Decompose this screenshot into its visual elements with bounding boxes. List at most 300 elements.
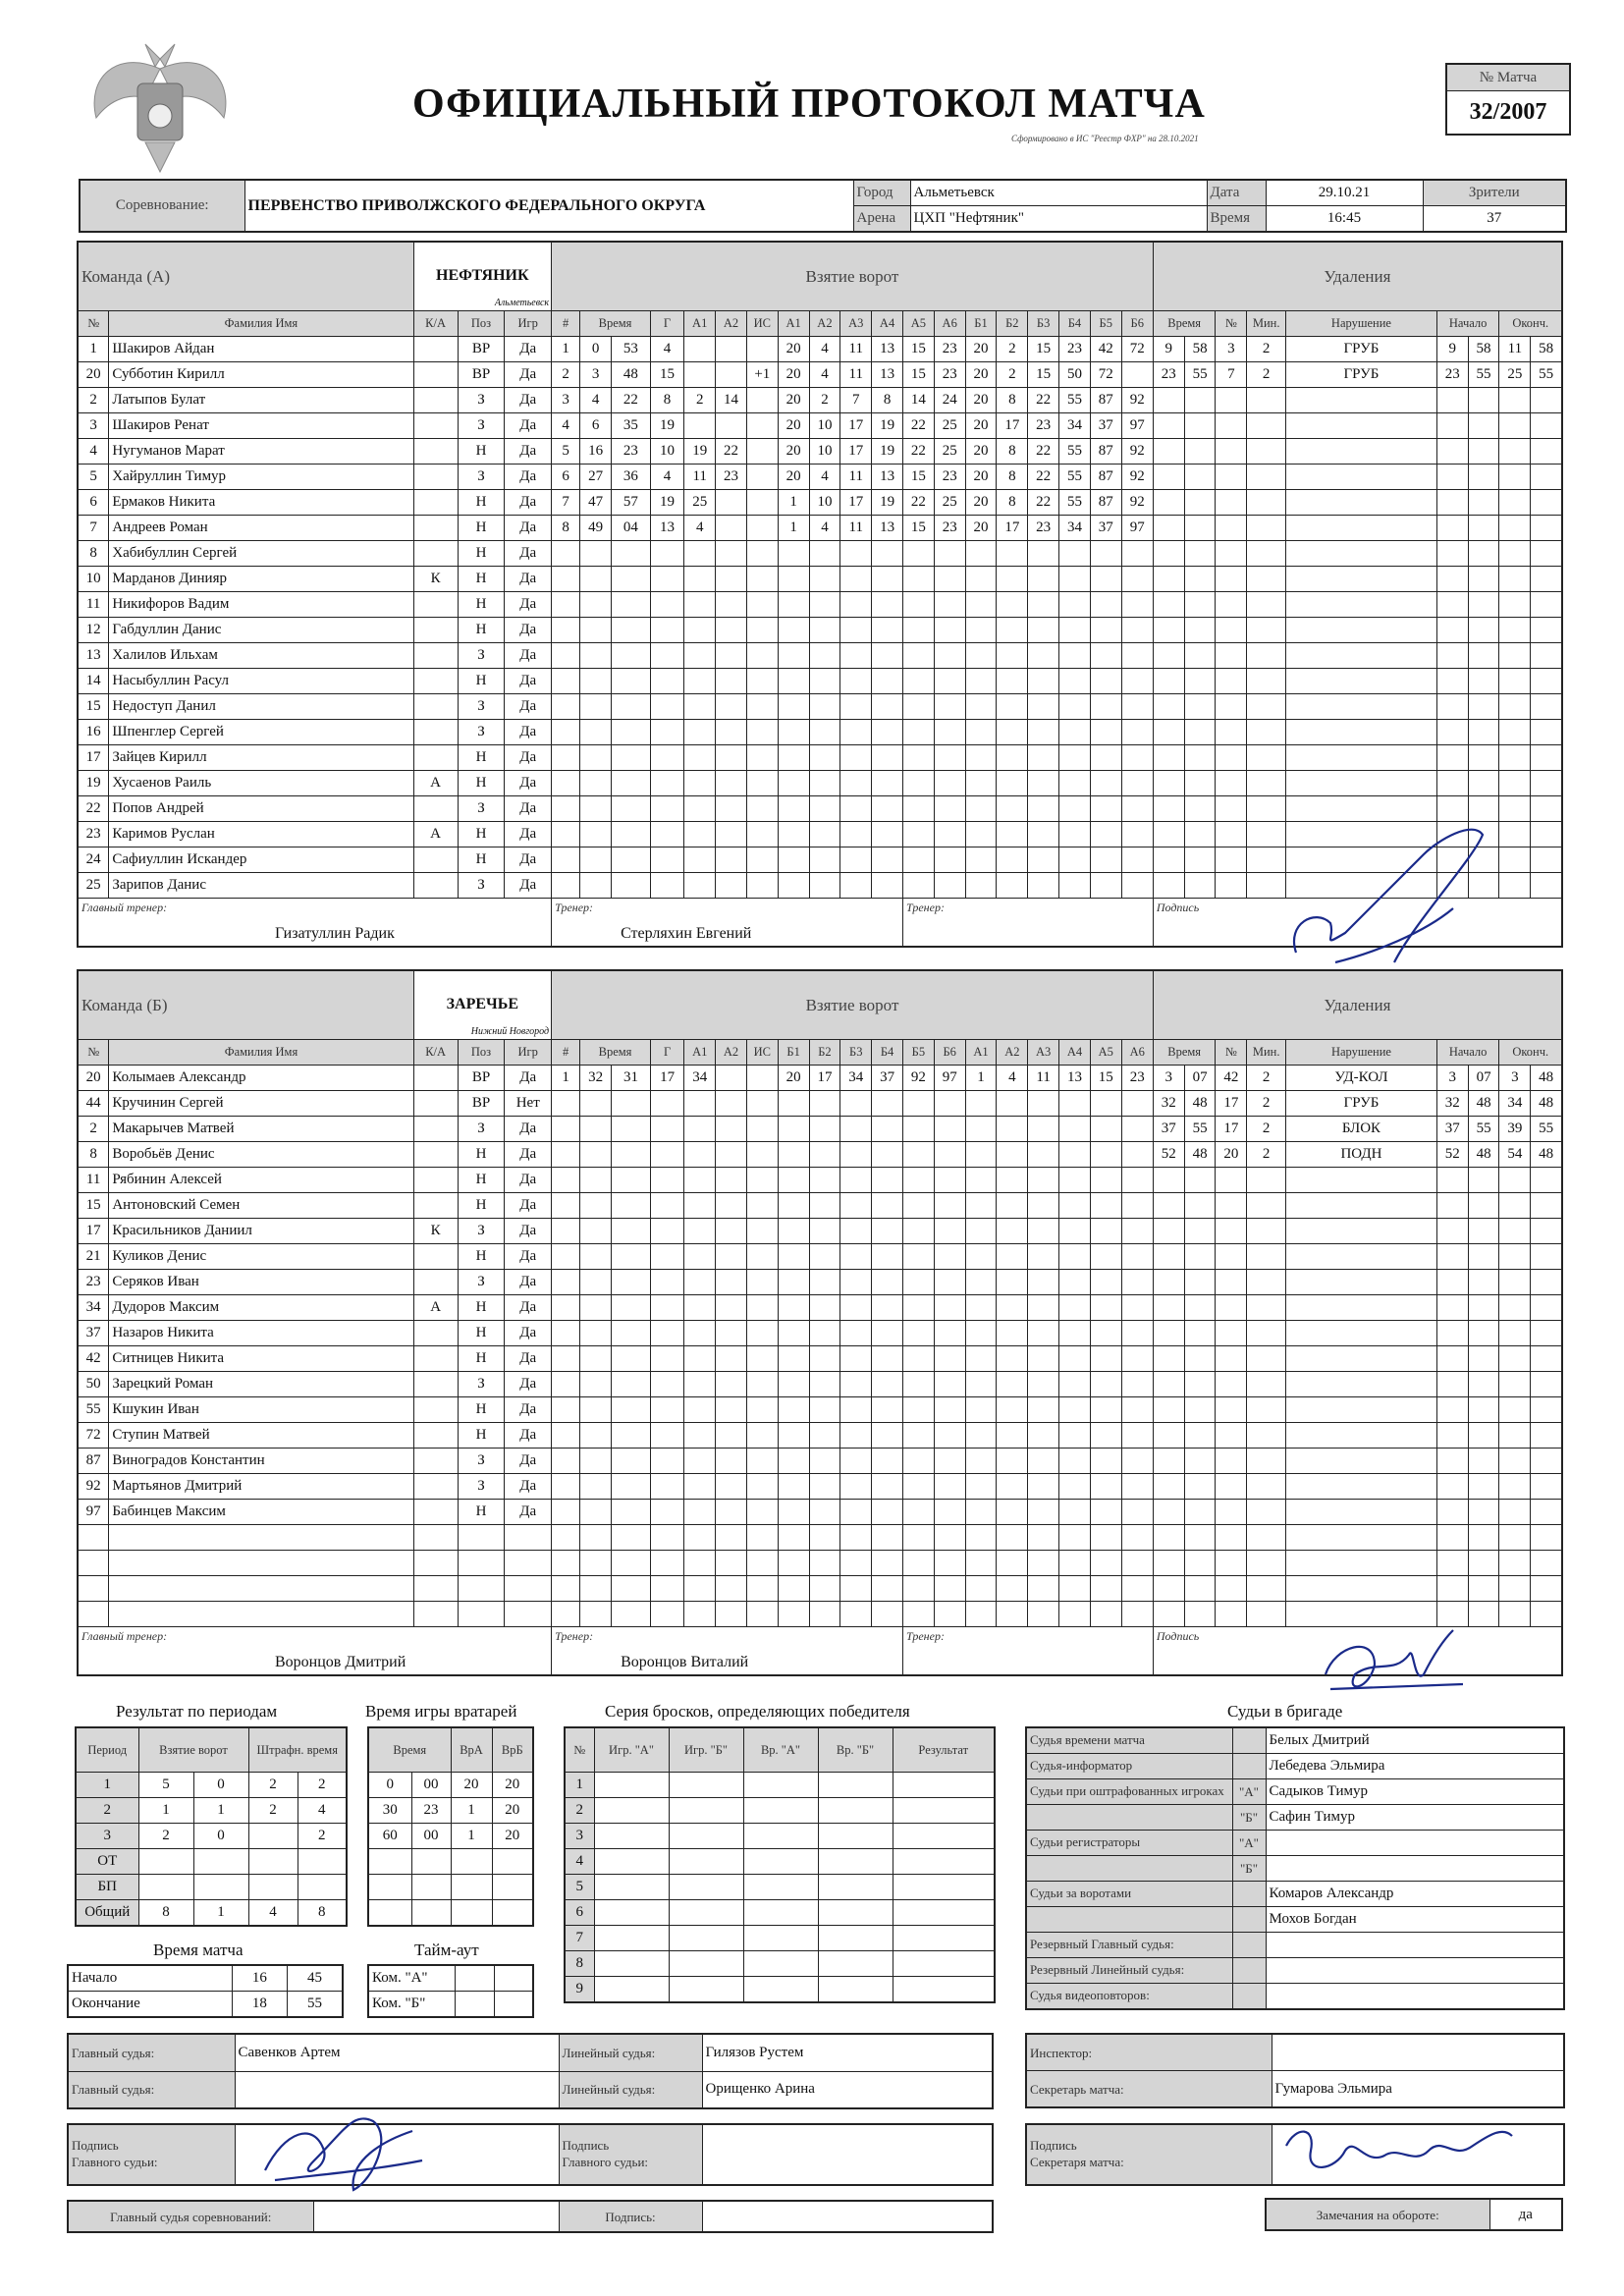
start-label: Начало xyxy=(68,1965,232,1992)
goal-cell: 23 xyxy=(1028,412,1059,438)
team-a-signature xyxy=(1276,815,1502,972)
official-side: "Б" xyxy=(1232,1805,1266,1831)
goal-cell: 20 xyxy=(778,412,809,438)
player-cell: Зарецкий Роман xyxy=(109,1371,413,1396)
goal-cell: 1 xyxy=(965,1065,997,1090)
goal-cell: 20 xyxy=(778,1065,809,1090)
official-side: "Б" xyxy=(1232,1856,1266,1882)
player-cell: З xyxy=(458,719,505,744)
goal-header: А2 xyxy=(997,1039,1028,1065)
period-cell: 8 xyxy=(298,1900,347,1927)
player-cell: Да xyxy=(505,515,552,540)
player-cell: Дудоров Максим xyxy=(109,1294,413,1320)
player-cell: З xyxy=(458,464,505,489)
pen-cell: 17 xyxy=(1216,1116,1247,1141)
shootout-num: 8 xyxy=(565,1951,594,1977)
goal-cell: 19 xyxy=(872,438,903,464)
team-b-signature xyxy=(1316,1615,1492,1704)
player-cell: Колымаев Александр xyxy=(109,1065,413,1090)
goalie-cell: 00 xyxy=(411,1824,451,1849)
player-cell xyxy=(413,591,458,617)
goal-cell: 27 xyxy=(580,464,612,489)
official-label: Судья видеоповторов: xyxy=(1026,1984,1232,2010)
pen-cell: 55 xyxy=(1184,1116,1216,1141)
goal-cell: 53 xyxy=(612,336,651,361)
secretary-label: Секретарь матча: xyxy=(1026,2071,1272,2108)
goal-cell: 37 xyxy=(1090,515,1121,540)
player-cell xyxy=(413,719,458,744)
goal-cell: 24 xyxy=(934,387,965,412)
goal-header: Б1 xyxy=(965,310,997,336)
player-cell: 87 xyxy=(78,1448,109,1473)
player-cell: Да xyxy=(505,412,552,438)
goal-cell: 15 xyxy=(902,336,934,361)
city-value: Альметьевск xyxy=(910,180,1207,206)
official-label xyxy=(1026,1907,1232,1933)
period-cell xyxy=(193,1875,248,1900)
linesman-1: Гилязов Рустем xyxy=(702,2034,993,2071)
player-cell: 4 xyxy=(78,438,109,464)
official-side xyxy=(1232,1933,1266,1958)
goal-cell: 2 xyxy=(997,336,1028,361)
goal-cell: 20 xyxy=(965,336,997,361)
player-cell: 11 xyxy=(78,591,109,617)
player-cell xyxy=(413,1192,458,1218)
pen-cell: 2 xyxy=(1247,336,1286,361)
player-cell: Да xyxy=(505,617,552,642)
competition-label: Соревнование: xyxy=(80,180,244,232)
player-cell xyxy=(413,412,458,438)
goal-cell: 4 xyxy=(997,1065,1028,1090)
teamA-name: НЕФТЯНИК xyxy=(436,267,529,285)
period-cell: 4 xyxy=(248,1900,298,1927)
goalie-cell: 1 xyxy=(451,1824,492,1849)
player-cell: Н xyxy=(458,566,505,591)
player-cell: 10 xyxy=(78,566,109,591)
official-side: "А" xyxy=(1232,1779,1266,1805)
player-cell: Да xyxy=(505,464,552,489)
player-cell: 17 xyxy=(78,744,109,770)
goal-cell: 1 xyxy=(778,515,809,540)
player-cell: 34 xyxy=(78,1294,109,1320)
teamA-coach: Стерляхин Евгений xyxy=(621,924,752,942)
pen-cell: 55 xyxy=(1468,361,1499,387)
pen-cell: 2 xyxy=(1247,361,1286,387)
player-cell: Да xyxy=(505,1269,552,1294)
pen-cell: 55 xyxy=(1531,1116,1562,1141)
player-cell: А xyxy=(413,821,458,847)
player-cell: Да xyxy=(505,1371,552,1396)
roster-header: № xyxy=(78,310,109,336)
goal-cell: 13 xyxy=(1059,1065,1091,1090)
player-cell: Да xyxy=(505,719,552,744)
official-name xyxy=(1266,1958,1564,1984)
time-value: 16:45 xyxy=(1266,206,1423,233)
pen-cell: 39 xyxy=(1499,1116,1531,1141)
goal-cell: 87 xyxy=(1090,387,1121,412)
goal-cell: 42 xyxy=(1090,336,1121,361)
sig-main2-label-1: Подпись xyxy=(562,2138,610,2154)
goal-cell: 47 xyxy=(580,489,612,515)
period-cell: БП xyxy=(76,1875,138,1900)
goalie-cell xyxy=(451,1849,492,1875)
pen-cell: 48 xyxy=(1531,1090,1562,1116)
player-cell: 21 xyxy=(78,1243,109,1269)
player-cell: Н xyxy=(458,770,505,795)
player-cell xyxy=(413,1499,458,1524)
goal-cell: 23 xyxy=(934,336,965,361)
player-cell: 8 xyxy=(78,540,109,566)
goalie-cell xyxy=(492,1900,533,1927)
goal-cell: 4 xyxy=(809,361,840,387)
goalie-cell xyxy=(492,1849,533,1875)
player-cell: Да xyxy=(505,387,552,412)
player-cell: 11 xyxy=(78,1167,109,1192)
period-cell: 0 xyxy=(193,1773,248,1798)
goal-cell: 13 xyxy=(872,361,903,387)
period-cell xyxy=(248,1875,298,1900)
player-cell: Зарипов Данис xyxy=(109,872,413,898)
player-cell: Да xyxy=(505,1448,552,1473)
period-cell xyxy=(298,1875,347,1900)
goal-cell: 11 xyxy=(840,361,872,387)
player-cell: Н xyxy=(458,1294,505,1320)
goal-cell: 23 xyxy=(934,464,965,489)
player-cell: 14 xyxy=(78,668,109,693)
goal-cell: 11 xyxy=(840,336,872,361)
goal-cell: 92 xyxy=(1121,438,1153,464)
goal-header: А2 xyxy=(716,310,747,336)
shootout-header: Игр. "Б" xyxy=(669,1727,743,1773)
pen-cell: 07 xyxy=(1184,1065,1216,1090)
player-cell: Н xyxy=(458,489,505,515)
player-cell: Никифоров Вадим xyxy=(109,591,413,617)
period-cell: 1 xyxy=(193,1900,248,1927)
player-cell xyxy=(413,387,458,412)
player-cell xyxy=(413,1167,458,1192)
player-cell: 72 xyxy=(78,1422,109,1448)
goalie-cell: 30 xyxy=(368,1798,411,1824)
player-cell: Макарычев Матвей xyxy=(109,1116,413,1141)
player-cell: 12 xyxy=(78,617,109,642)
goal-cell: 15 xyxy=(1028,361,1059,387)
player-cell: Субботин Кирилл xyxy=(109,361,413,387)
goal-header: Время xyxy=(580,310,651,336)
official-label: Судьи за воротами xyxy=(1026,1882,1232,1907)
goal-cell: 4 xyxy=(809,336,840,361)
goal-header: Г xyxy=(650,1039,683,1065)
player-cell: К xyxy=(413,566,458,591)
goal-cell: 20 xyxy=(778,464,809,489)
goal-cell: 23 xyxy=(1059,336,1091,361)
period-cell: 3 xyxy=(76,1824,138,1849)
player-cell: Хабибуллин Сергей xyxy=(109,540,413,566)
goal-cell: 13 xyxy=(872,336,903,361)
player-cell: Н xyxy=(458,1167,505,1192)
goal-cell: 4 xyxy=(809,515,840,540)
goal-cell: 8 xyxy=(650,387,683,412)
player-cell: 7 xyxy=(78,515,109,540)
player-cell: 20 xyxy=(78,1065,109,1090)
shootout-num: 4 xyxy=(565,1849,594,1875)
period-cell: 2 xyxy=(138,1824,193,1849)
goal-header: Б2 xyxy=(809,1039,840,1065)
goalie-cell xyxy=(492,1875,533,1900)
player-cell: 50 xyxy=(78,1371,109,1396)
period-cell: ОТ xyxy=(76,1849,138,1875)
period-cell xyxy=(248,1824,298,1849)
goal-cell: 13 xyxy=(650,515,683,540)
player-cell: 17 xyxy=(78,1218,109,1243)
goal-cell: 72 xyxy=(1121,336,1153,361)
official-name xyxy=(1266,1831,1564,1856)
main-referee-2-label: Главный судья: xyxy=(68,2071,235,2108)
player-cell: ВР xyxy=(458,336,505,361)
player-cell: Виноградов Константин xyxy=(109,1448,413,1473)
arena-label: Арена xyxy=(853,206,910,233)
shootout-header: Результат xyxy=(893,1727,995,1773)
goal-header: # xyxy=(552,310,580,336)
goal-cell: 25 xyxy=(934,438,965,464)
linesman-2-label: Линейный судья: xyxy=(559,2071,702,2108)
goal-cell: 23 xyxy=(934,361,965,387)
goal-cell: 37 xyxy=(1090,412,1121,438)
player-cell: Андреев Роман xyxy=(109,515,413,540)
pen-cell: 58 xyxy=(1531,336,1562,361)
pen-cell: 32 xyxy=(1436,1090,1468,1116)
player-cell: Попов Андрей xyxy=(109,795,413,821)
teamA-head-coach: Гизатуллин Радик xyxy=(275,924,395,942)
goal-cell: 10 xyxy=(650,438,683,464)
pen-cell: ГРУБ xyxy=(1286,361,1437,387)
pen-cell: 37 xyxy=(1436,1116,1468,1141)
shootout-header: № xyxy=(565,1727,594,1773)
player-cell: 15 xyxy=(78,693,109,719)
player-cell: 2 xyxy=(78,1116,109,1141)
goal-cell: 97 xyxy=(934,1065,965,1090)
player-cell: Кшукин Иван xyxy=(109,1396,413,1422)
goal-cell: 20 xyxy=(778,387,809,412)
player-cell: Н xyxy=(458,668,505,693)
pen-cell: 52 xyxy=(1153,1141,1184,1167)
pen-cell: 48 xyxy=(1184,1141,1216,1167)
pen-cell: ПОДН xyxy=(1286,1141,1437,1167)
goal-cell: 20 xyxy=(778,438,809,464)
player-cell: Ермаков Никита xyxy=(109,489,413,515)
player-cell: Да xyxy=(505,1167,552,1192)
competition-referee-label: Главный судья соревнований: xyxy=(68,2201,313,2232)
period-cell: 5 xyxy=(138,1773,193,1798)
competition-name: ПЕРВЕНСТВО ПРИВОЛЖСКОГО ФЕДЕРАЛЬНОГО ОКРУГА xyxy=(244,180,853,232)
referees-table xyxy=(67,2033,994,2109)
official-name: Белых Дмитрий xyxy=(1266,1727,1564,1754)
period-cell: Общий xyxy=(76,1900,138,1927)
goalie-header: Время xyxy=(368,1727,451,1773)
player-cell xyxy=(413,489,458,515)
player-cell: Сафиуллин Искандер xyxy=(109,847,413,872)
goal-cell: 3 xyxy=(552,387,580,412)
player-cell: 3 xyxy=(78,412,109,438)
start-minute: 45 xyxy=(288,1965,343,1992)
player-cell: 25 xyxy=(78,872,109,898)
player-cell xyxy=(413,438,458,464)
goal-cell: 92 xyxy=(902,1065,934,1090)
goal-header: А5 xyxy=(902,310,934,336)
goal-cell: 22 xyxy=(1028,489,1059,515)
shootout-header: Вр. "Б" xyxy=(818,1727,893,1773)
goal-cell: 50 xyxy=(1059,361,1091,387)
period-header: Штрафн. время xyxy=(248,1727,347,1773)
goal-cell: 19 xyxy=(650,412,683,438)
player-cell xyxy=(413,1141,458,1167)
pen-header: Мин. xyxy=(1247,310,1286,336)
period-cell xyxy=(138,1875,193,1900)
player-cell: Да xyxy=(505,540,552,566)
player-cell: Н xyxy=(458,438,505,464)
teamA-head-coach-label: Главный тренер: xyxy=(81,900,168,914)
player-cell: Да xyxy=(505,591,552,617)
player-cell: Да xyxy=(505,336,552,361)
goal-cell: 25 xyxy=(684,489,716,515)
spectators-label: Зрители xyxy=(1423,180,1566,206)
goal-cell: 87 xyxy=(1090,464,1121,489)
goal-cell: 32 xyxy=(580,1065,612,1090)
shootout-header: Игр. "А" xyxy=(594,1727,669,1773)
goal-cell: 17 xyxy=(840,412,872,438)
official-side xyxy=(1232,1727,1266,1754)
roster-header: № xyxy=(78,1039,109,1065)
official-label xyxy=(1026,1805,1232,1831)
goal-header: А6 xyxy=(1121,1039,1153,1065)
player-cell xyxy=(413,1448,458,1473)
player-cell: Красильников Даниил xyxy=(109,1218,413,1243)
player-cell: Н xyxy=(458,1320,505,1345)
goal-cell: 25 xyxy=(934,412,965,438)
goalie-cell: 20 xyxy=(492,1773,533,1798)
goal-cell: 0 xyxy=(580,336,612,361)
goal-cell: 10 xyxy=(809,412,840,438)
goal-cell: 19 xyxy=(872,412,903,438)
official-name xyxy=(1266,1856,1564,1882)
player-cell: Нет xyxy=(505,1090,552,1116)
goal-cell: 15 xyxy=(902,464,934,489)
player-cell: Да xyxy=(505,1192,552,1218)
goal-cell: 3 xyxy=(580,361,612,387)
secretary-value: Гумарова Эльмира xyxy=(1272,2071,1564,2108)
period-cell xyxy=(138,1849,193,1875)
goal-cell: 19 xyxy=(684,438,716,464)
roster-header: Фамилия Имя xyxy=(109,1039,413,1065)
goal-cell: 19 xyxy=(650,489,683,515)
player-cell: Зайцев Кирилл xyxy=(109,744,413,770)
player-cell: Н xyxy=(458,591,505,617)
timeout-a-label: Ком. "А" xyxy=(368,1965,455,1992)
pen-cell: 25 xyxy=(1499,361,1531,387)
shootout-title: Серия бросков, определяющих победителя xyxy=(605,1702,910,1721)
goal-header: Б5 xyxy=(902,1039,934,1065)
player-cell xyxy=(413,1396,458,1422)
player-cell: З xyxy=(458,387,505,412)
player-cell: Халилов Ильхам xyxy=(109,642,413,668)
official-side xyxy=(1232,1958,1266,1984)
goal-cell: 34 xyxy=(840,1065,872,1090)
goal-header: Г xyxy=(650,310,683,336)
goal-cell: 4 xyxy=(580,387,612,412)
end-hour: 18 xyxy=(232,1992,287,2018)
goal-cell: 20 xyxy=(965,515,997,540)
period-cell: 2 xyxy=(76,1798,138,1824)
pen-cell: 42 xyxy=(1216,1065,1247,1090)
player-cell: Латыпов Булат xyxy=(109,387,413,412)
remarks-table xyxy=(1265,2198,1563,2231)
goal-cell: 35 xyxy=(612,412,651,438)
goalie-cell xyxy=(368,1900,411,1927)
player-cell: 13 xyxy=(78,642,109,668)
match-time-table xyxy=(67,1964,344,2018)
pen-cell: 48 xyxy=(1468,1090,1499,1116)
pen-cell: 55 xyxy=(1468,1116,1499,1141)
period-cell: 1 xyxy=(138,1798,193,1824)
player-cell: Шакиров Айдан xyxy=(109,336,413,361)
player-cell: ВР xyxy=(458,1065,505,1090)
pen-header: Оконч. xyxy=(1499,310,1562,336)
player-cell: Да xyxy=(505,1345,552,1371)
main-referee-signature xyxy=(255,2092,432,2200)
goal-header: А5 xyxy=(1090,1039,1121,1065)
goalie-cell xyxy=(451,1900,492,1927)
pen-cell: 54 xyxy=(1499,1141,1531,1167)
player-cell: Да xyxy=(505,744,552,770)
goalie-cell: 1 xyxy=(451,1798,492,1824)
main-referee-1: Савенков Артем xyxy=(235,2034,559,2071)
player-cell: Н xyxy=(458,1243,505,1269)
teamA-city: Альметьевск xyxy=(494,297,550,308)
pen-cell: 58 xyxy=(1184,336,1216,361)
teamB-goals-title: Взятие ворот xyxy=(552,970,1154,1039)
pen-cell: 11 xyxy=(1499,336,1531,361)
pen-cell: 3 xyxy=(1436,1065,1468,1090)
player-cell: З xyxy=(458,795,505,821)
date-label: Дата xyxy=(1207,180,1266,206)
player-cell: З xyxy=(458,1473,505,1499)
teamB-coach2-label: Тренер: xyxy=(905,1628,945,1643)
official-side xyxy=(1232,1754,1266,1779)
player-cell: Н xyxy=(458,821,505,847)
goal-cell: 8 xyxy=(552,515,580,540)
inspector-value xyxy=(1272,2034,1564,2071)
player-cell: Ступин Матвей xyxy=(109,1422,413,1448)
goal-cell: 15 xyxy=(902,361,934,387)
player-cell xyxy=(413,361,458,387)
period-cell: 2 xyxy=(248,1798,298,1824)
official-label: Судья времени матча xyxy=(1026,1727,1232,1754)
goal-header: Б2 xyxy=(997,310,1028,336)
player-cell: Н xyxy=(458,744,505,770)
player-cell: 5 xyxy=(78,464,109,489)
goal-cell: 34 xyxy=(684,1065,716,1090)
goal-cell: 2 xyxy=(552,361,580,387)
player-cell: З xyxy=(458,642,505,668)
official-side: "А" xyxy=(1232,1831,1266,1856)
goalie-cell xyxy=(451,1875,492,1900)
pen-cell: 34 xyxy=(1499,1090,1531,1116)
player-cell: 24 xyxy=(78,847,109,872)
official-side xyxy=(1232,1984,1266,2010)
player-cell: Н xyxy=(458,617,505,642)
goal-header: Б4 xyxy=(1059,310,1091,336)
player-cell: 23 xyxy=(78,1269,109,1294)
sig-main2-label-2: Главного судьи: xyxy=(562,2155,649,2169)
